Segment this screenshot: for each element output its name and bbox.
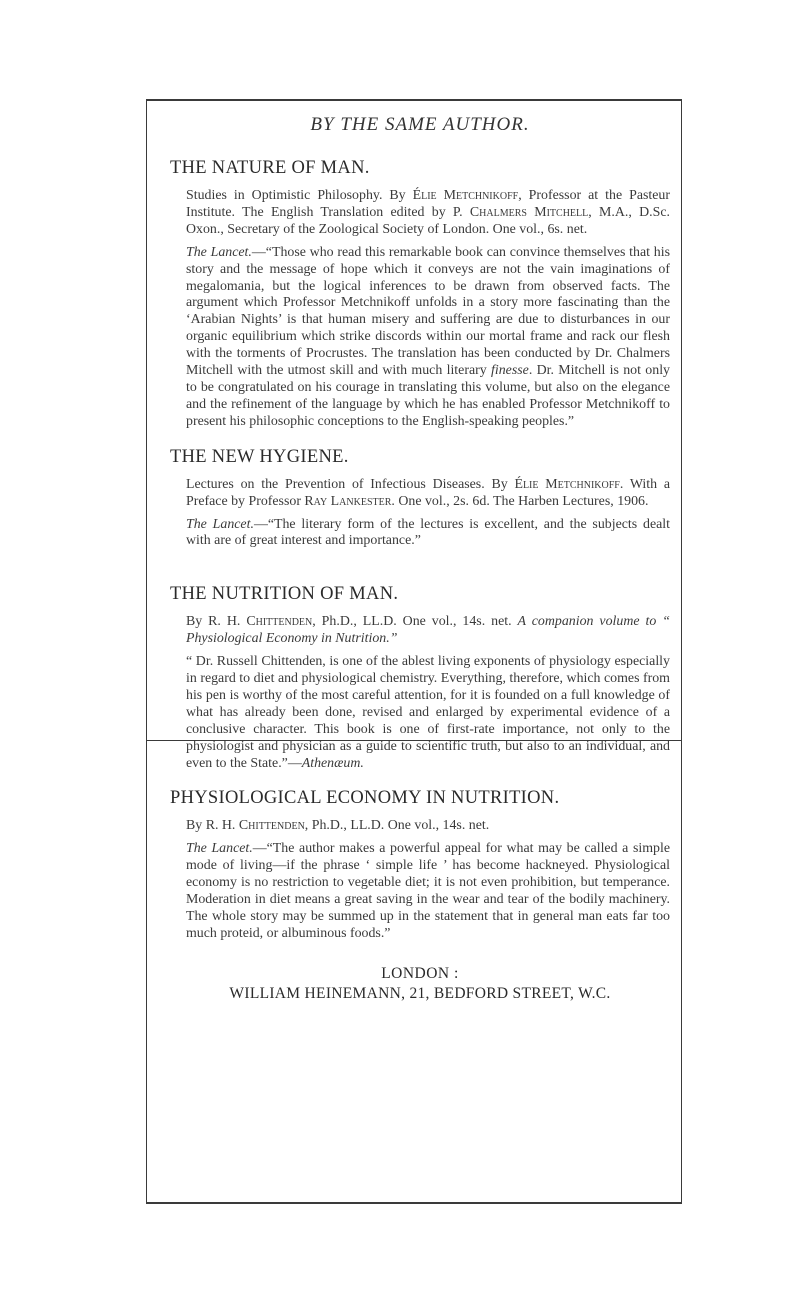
top-rule [146,99,682,101]
review-source: The Lancet. [186,244,252,260]
advertisement-page [170,114,670,1003]
section-title: THE NUTRITION OF MAN. [170,584,399,605]
section-new-hygiene [170,447,670,551]
review: The Lancet.—“The literary form of the lectures is excellent, and the subjects dealt with are of great interest and importance.” [186,516,670,549]
review: “ Dr. Russell Chittenden, is one of the ablest living exponents of physiology especially in regard to diet and physiological chemistry. Everything, therefore, which comes from his pen is worthy of the most careful attention, for it is founded on a full knowledge of what has already been done, revised and enlarged by experimental evidence of a conclusive character. This book is one of first-rate importance, not only to the physiologist and physician as a guide to scientific truth, but also to an individual, and even to the State.”—Athenæum. [186,654,670,771]
review: The Lancet.—“The author makes a powerful appeal for what may be called a simple mode of living—if the phrase ‘ simple life ’ has become hackneyed. Physiological economy is no restriction to vegetable diet; it is not even prohibition, but temperance. Moderation in diet means a great saving in the wear and tear of the bodily machinery. The whole story may be summed up in the statement that in general man eats far too much proteid, or albuminous foods.” [186,841,670,941]
section-nutrition-of-man [170,584,670,772]
book-description: By R. H. Chittenden, Ph.D., LL.D. One vol., 14s. net. [186,818,490,834]
publisher-imprint [170,965,670,1003]
section-title: THE NATURE OF MAN. [170,158,370,178]
section-nature-of-man [170,158,670,431]
author-name: R. H. Chittenden [208,614,313,630]
review-source: Athenæum. [301,755,364,771]
imprint-city: LONDON : [381,964,459,982]
book-description: Studies in Optimistic Philosophy. By Élie Metchnikoff, Professor at the Pasteur Institute. The English Translation edited by P. Chalmers Mitchell, M.A., D.Sc. Oxon., Secretary of the Zoological Society of London. One vol., 6s. net. [186,188,670,237]
companion-note: A companion volume to “ Physiological Economy in Nutrition.” [186,614,670,647]
author-name: Élie Metchnikoff [412,188,519,203]
review-source: The Lancet. [186,516,254,532]
author-name: R. H. Chittenden [205,818,305,834]
book-description: By R. H. Chittenden, Ph.D., LL.D. One vol., 14s. net. A companion volume to “ Physiological Economy in Nutrition.” [186,614,670,647]
bottom-rule [146,1202,682,1204]
review: The Lancet.—“Those who read this remarkable book can convince themselves that his story and the message of hope which it conveys are not the vain imaginations of megalomania, but the logical inferences to be drawn from observed facts. The argument which Professor Metchnikoff unfolds in a story more fascinating than the ‘Arabian Nights’ is that human misery and suffering are due to disturbances in our organic equilibrium which strike discords within our mortal frame and rack our flesh with the torments of Procrustes. The translation has been conducted by Dr. Chalmers Mitchell with the utmost skill and with much literary finesse. Dr. Mitchell is not only to be congratulated on his courage in translating this volume, but also on the elegance and the refinement of the language by which he has enabled Professor Metchnikoff to present his philosophic conceptions to the English-speaking peoples.” [186,244,671,429]
editor-name: Chalmers Mitchell [469,204,589,220]
section-title: THE NEW HYGIENE. [170,446,349,467]
author-name: Élie Metchnikoff [514,476,620,492]
book-description: Lectures on the Prevention of Infectious Diseases. By Élie Metchnikoff. With a Preface by Professor Ray Lankester. One vol., 2s. 6d. The Harben Lectures, 1906. [186,476,670,509]
imprint-publisher: WILLIAM HEINEMANN, 21, BEDFORD STREET, W.C. [229,984,611,1002]
review-source: The Lancet. [186,841,253,857]
section-physiological-economy [170,788,670,942]
editor-name: Ray Lankester [304,493,392,509]
running-head: BY THE SAME AUTHOR. [310,114,530,135]
section-title: PHYSIOLOGICAL ECONOMY IN NUTRITION. [170,788,560,809]
